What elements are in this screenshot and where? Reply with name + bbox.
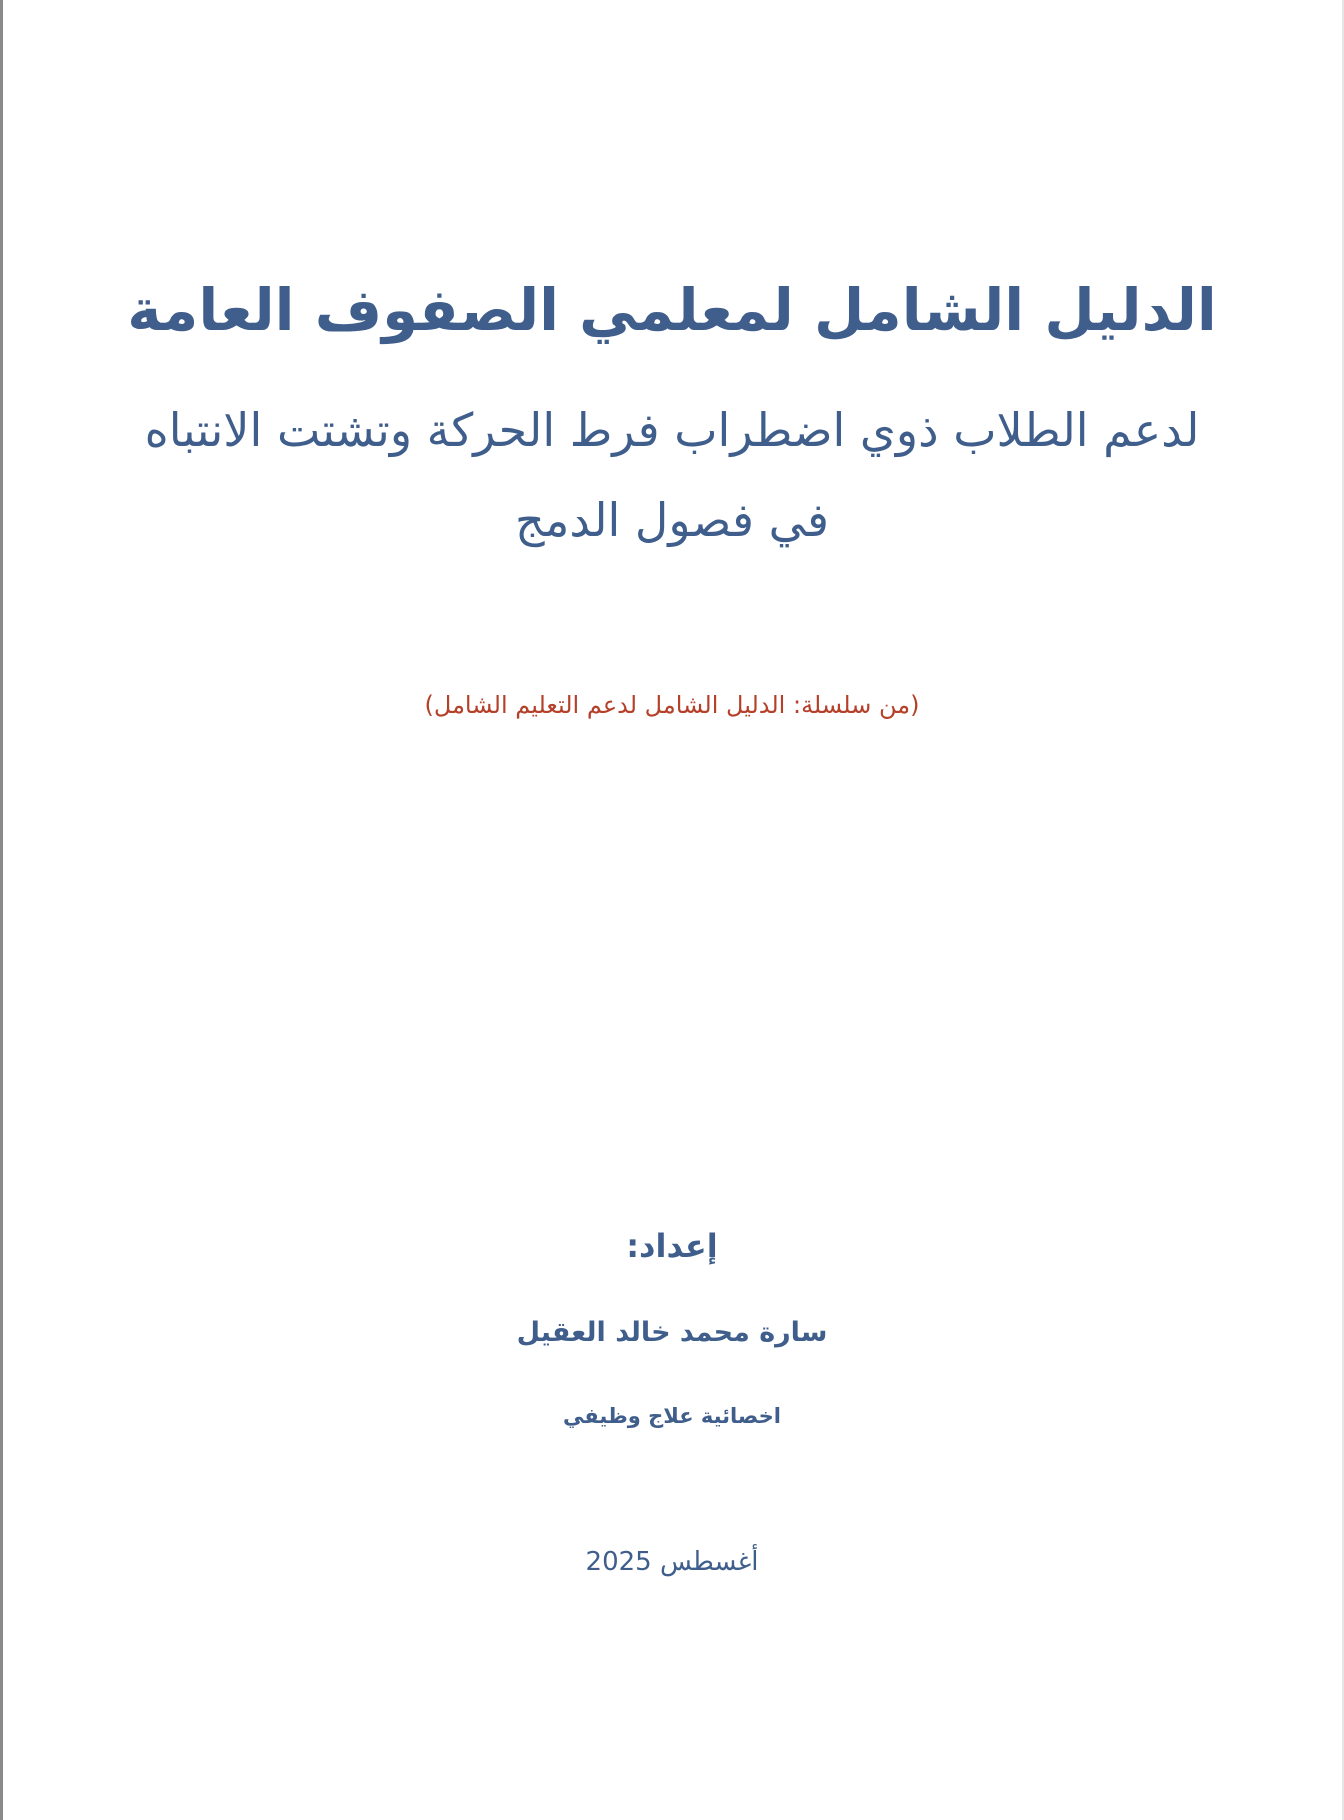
series-note: (من سلسلة: الدليل الشامل لدعم التعليم الشامل) — [424, 691, 920, 719]
author-name: سارة محمد خالد العقيل — [516, 1317, 828, 1348]
publication-date: أغسطس 2025 — [585, 1547, 759, 1577]
prepared-by-label: إعداد: — [626, 1227, 718, 1265]
document-title: الدليل الشامل لمعلمي الصفوف العامة — [127, 276, 1217, 344]
author-role: اخصائية علاج وظيفي — [563, 1404, 781, 1428]
subtitle-line-1: لدعم الطلاب ذوي اضطراب فرط الحركة وتشتت الانتباه — [144, 403, 1200, 457]
document-subtitle — [0, 385, 1344, 565]
subtitle-line-2: في فصول الدمج — [515, 493, 829, 547]
